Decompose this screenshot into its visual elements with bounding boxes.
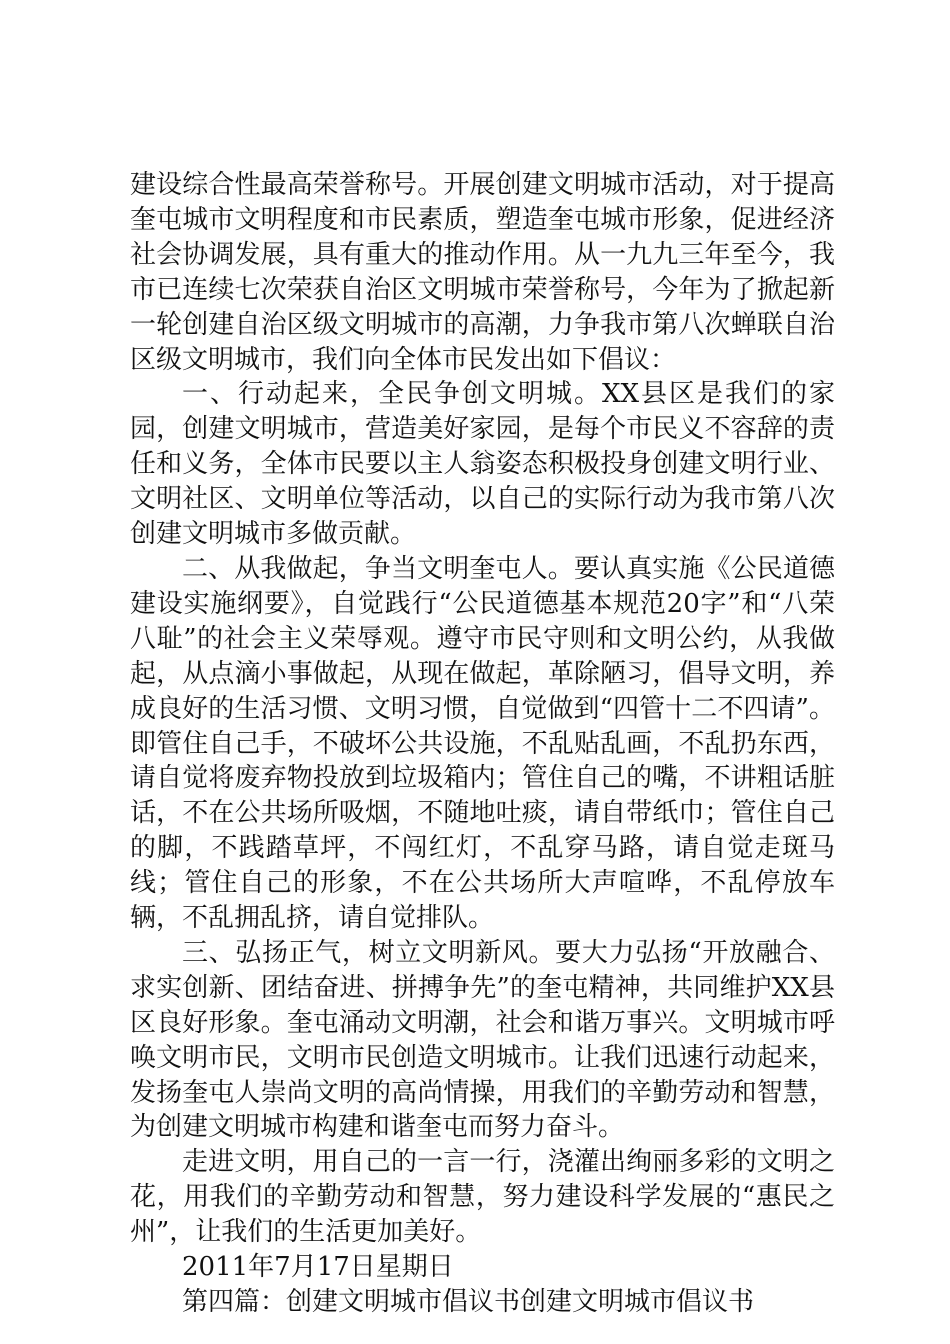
paragraph-section-two: 二、从我做起，争当文明奎屯人。要认真实施《公民道德建设实施纲要》，自觉践行“公民道德基本规范20字”和“八荣八耻”的社会主义荣辱观。遵守市民守则和文明公约，从我做起，从点滴小事做起，从现在做起，革除陋习，倡导文明，养成良好的生活习惯、文明习惯，自觉做到“四管十二不四请”。即管住自己手，不破坏公共设施，不乱贴乱画，不乱扔东西，请自觉将废弃物投放到垃圾箱内；管住自己的嘴，不讲粗话脏话，不在公共场所吸烟，不随地吐痰，请自带纸巾；管住自己的脚，不践踏草坪，不闯红灯，不乱穿马路，请自觉走斑马线；管住自己的形象，不在公共场所大声喧哗，不乱停放车辆，不乱拥乱挤，请自觉排队。 [130, 553, 835, 934]
next-article-heading: 第四篇：创建文明城市倡议书创建文明城市倡议书 [182, 1287, 755, 1317]
date-line: 2011年7月17日星期日 [182, 1252, 454, 1283]
paragraph-closing: 走进文明，用自己的一言一行，浇灌出绚丽多彩的文明之花，用我们的辛勤劳动和智慧，努力建设科学发展的“惠民之州”，让我们的生活更加美好。 [130, 1147, 835, 1248]
paragraph-section-one: 一、行动起来，全民争创文明城。XX县区是我们的家园，创建文明城市，营造美好家园，是每个市民义不容辞的责任和义务，全体市民要以主人翁姿态积极投身创建文明行业、文明社区、文明单位等活动，以自己的实际行动为我市第八次创建文明城市多做贡献。 [130, 379, 835, 550]
paragraph-intro: 建设综合性最高荣誉称号。开展创建文明城市活动，对于提高奎屯城市文明程度和市民素质，塑造奎屯城市形象，促进经济社会协调发展，具有重大的推动作用。从一九九三年至今，我市已连续七次荣获自治区文明城市荣誉称号，今年为了掀起新一轮创建自治区级文明城市的高潮，力争我市第八次蝉联自治区级文明城市，我们向全体市民发出如下倡议： [130, 170, 835, 375]
paragraph-section-three: 三、弘扬正气，树立文明新风。要大力弘扬“开放融合、求实创新、团结奋进、拼搏争先”的奎屯精神，共同维护XX县区良好形象。奎屯涌动文明潮，社会和谐万事兴。文明城市呼唤文明市民，文明市民创造文明城市。让我们迅速行动起来，发扬奎屯人崇尚文明的高尚情操，用我们的辛勤劳动和智慧，为创建文明城市构建和谐奎屯而努力奋斗。 [130, 937, 835, 1143]
document-page [130, 168, 835, 1320]
